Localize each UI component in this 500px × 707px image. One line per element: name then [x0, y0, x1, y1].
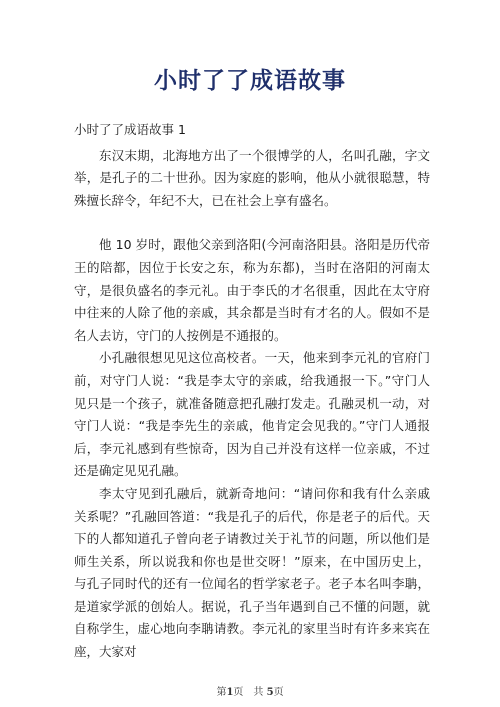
footer-mid: 页 共: [233, 687, 264, 698]
paragraph-2: 他 10 岁时，跟他父亲到洛阳(今河南洛阳县。洛阳是历代帝王的陪都，因位于长安之东，称为东都)，当时在洛阳的河南太守，是很负盛名的李元礼。由于李氏的才名很重，因此在太守府中往来的人除了他的亲戚，其余都是当时有才名的人。假如不是名人去访，守门的人按例是不通报的。: [74, 237, 430, 343]
paragraph-1: 东汉末期，北海地方出了一个很博学的人，名叫孔融，字文举，是孔子的二十世孙。因为家庭的影响，他从小就很聪慧，特殊擅长辞令，年纪不大，已在社会上享有盛名。: [74, 147, 430, 208]
footer-current-page: 1: [226, 687, 234, 698]
footer-suffix: 页: [273, 687, 284, 698]
footer-prefix: 第: [216, 687, 227, 698]
paragraph-3: 小孔融很想见见这位高校者。一天，他来到李元礼的官府门前，对守门人说：“我是李太守的亲戚，给我通报一下。”守门人见只是一个孩子，就准备随意把孔融打发走。孔融灵机一动，对守门人说：“我是李先生的亲戚，他肯定会见我的。”守门人通报后，李元礼感到有些惊奇，因为自己并没有这样一位亲戚，不过还是确定见见孔融。: [74, 350, 430, 479]
paragraph-4: 李太守见到孔融后，就新奇地问：“请问你和我有什么亲戚关系呢？”孔融回答道：“我是孔子的后代，你是老子的后代。天下的人都知道孔子曾向老子请教过关于礼节的问题，所以他们是师生关系，所以说我和你也是世交呀！”原来，在中国历史上，与孔子同时代的还有一位闻名的哲学家老子。老子本名叫李聃，是道家学派的创始人。据说，孔子当年遇到自己不懂的问题，就自称学生，虚心地向李聃请教。李元礼的家里当时有许多来宾在座，大家对: [74, 485, 430, 660]
paragraph-spacer: [74, 212, 430, 234]
page-footer: [0, 683, 500, 698]
document-title: 小时了了成语故事: [154, 68, 346, 94]
document-body: [74, 119, 430, 664]
footer-total-pages: 5: [266, 687, 274, 698]
section-subtitle: 小时了了成语故事 1: [74, 122, 186, 137]
